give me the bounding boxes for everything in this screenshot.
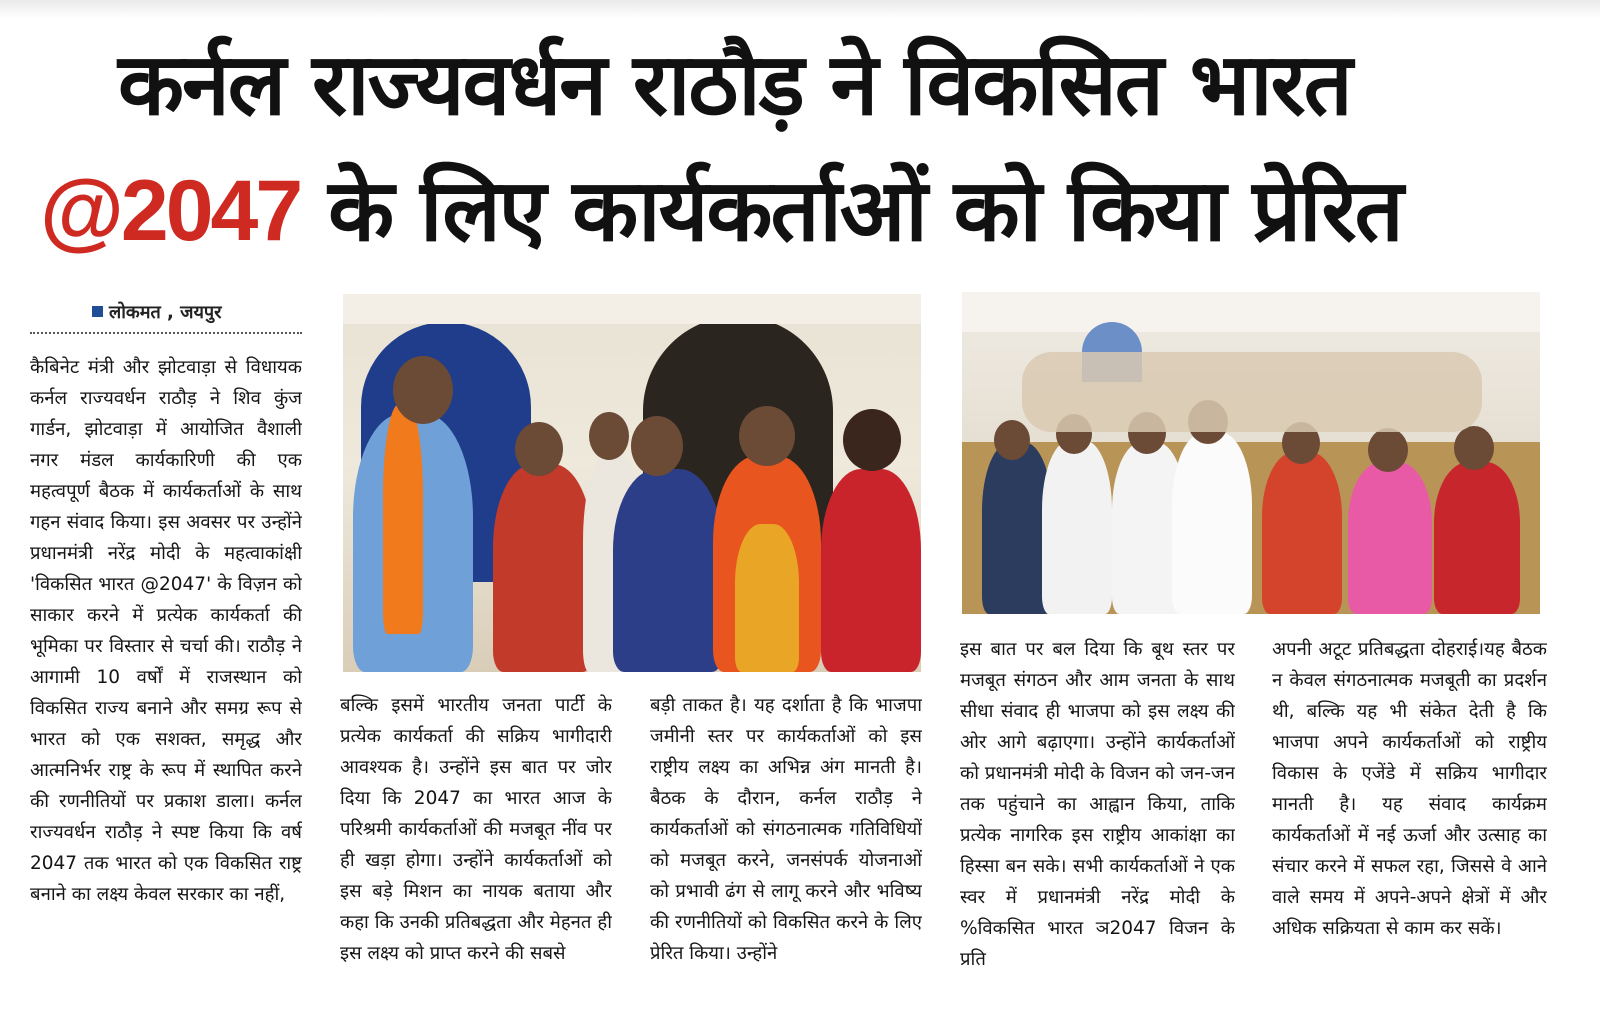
photo2-person-4 [1172, 432, 1252, 614]
photo-meeting-greeting [343, 294, 921, 672]
dateline-text: लोकमत , जयपुर [109, 302, 222, 323]
photo2-person-6 [1348, 462, 1432, 614]
photo1-head-5 [739, 406, 795, 466]
article-column-5: अपनी अटूट प्रतिबद्धता दोहराई।यह बैठक न केवल संगठनात्मक मजबूती का प्रदर्शन थी, बल्कि यह भी संकेत देती है कि भाजपा अपने कार्यकर्ताओं को राष्ट्रीय विकास के एजेंडे में सक्रिय भागीदार मानती है। यह संवाद कार्यक्रम कार्यकर्ताओं में नई ऊर्जा और उत्साह का संचार करने में सफल रहा, जिससे वे आने वाले समय में अपने-अपने क्षेत्रों में और अधिक सक्रियता से काम कर सकें। [1272, 639, 1547, 939]
photo2-person-7 [1434, 462, 1520, 614]
photo2-ceiling [962, 292, 1540, 332]
photo2-person-2 [1042, 440, 1112, 614]
headline-line-2-rest: के लिए कार्यकर्ताओं को किया प्रेरित [300, 161, 1402, 261]
page-top-band [0, 0, 1600, 18]
headline-accent: @2047 [40, 163, 301, 259]
photo1-head-3 [589, 412, 629, 460]
photo1-person-6 [821, 469, 921, 672]
article-column-3: बड़ी ताकत है। यह दर्शाता है कि भाजपा जमीनी स्तर पर कार्यकर्ताओं को इस राष्ट्रीय लक्ष्य का अभिन्न अंग मानती है।बैठक के दौरान, कर्नल राठौड़ ने कार्यकर्ताओं को संगठनात्मक गतिविधियों को मजबूत करने, जनसंपर्क योजनाओं को प्रभावी ढंग से लागू करने और भविष्य की रणनीतियों को विकसित करने के लिए प्रेरित किया। उन्होंने [650, 695, 922, 964]
photo1-ceiling [343, 294, 921, 324]
photo1-person-4 [613, 469, 723, 672]
dateline [92, 300, 221, 324]
article-column-1: कैबिनेट मंत्री और झोटवाड़ा से विधायक कर्नल राज्यवर्धन राठौड़ ने शिव कुंज गार्डन, झोटवाड़ा में आयोजित वैशाली नगर मंडल कार्यकारिणी की एक महत्वपूर्ण बैठक में कार्यकर्ताओं के साथ गहन संवाद किया। इस अवसर पर उन्होंने प्रधानमंत्री नरेंद्र मोदी के महत्वाकांक्षी 'विकसित भारत @2047' के विज़न को साकार करने में प्रत्येक कार्यकर्ता की भूमिका पर विस्तार से चर्चा की। राठौड़ ने आगामी 10 वर्षों में राजस्थान को विकसित राज्य बनाने और समग्र रूप से भारत को एक सशक्त, समृद्ध और आत्मनिर्भर राष्ट्र के रूप में स्थापित करने की रणनीतियों पर प्रकाश डाला। कर्नल राज्यवर्धन राठौड़ ने स्पष्ट किया कि वर्ष 2047 तक भारत को एक विकसित राष्ट्र बनाने का लक्ष्य केवल सरकार का नहीं, [30, 357, 302, 905]
photo2-person-5 [1262, 452, 1342, 614]
headline-line-2 [40, 161, 1402, 261]
photo1-head-6 [843, 409, 901, 471]
photo1-head-1 [393, 356, 453, 424]
photo2-head-6 [1368, 428, 1408, 472]
photo2-head-1 [994, 420, 1030, 460]
photo1-saffron-scarf [383, 404, 423, 634]
photo1-person-5-dress [735, 524, 799, 672]
dotted-divider [30, 332, 302, 334]
photo2-back-crowd [1022, 352, 1482, 432]
article-column-2: बल्कि इसमें भारतीय जनता पार्टी के प्रत्येक कार्यकर्ता की सक्रिय भागीदारी आवश्यक है। उन्होंने इस बात पर जोर दिया कि 2047 का भारत आज के परिश्रमी कार्यकर्ताओं की मजबूत नींव पर ही खड़ा होगा। उन्होंने कार्यकर्ताओं को इस बड़े मिशन का नायक बताया और कहा कि उनकी प्रतिबद्धता और मेहनत ही इस लक्ष्य को प्राप्त करने की सबसे [340, 695, 612, 964]
photo1-head-2 [515, 422, 563, 476]
photo1-head-4 [631, 416, 683, 476]
article-column-4: इस बात पर बल दिया कि बूथ स्तर पर मजबूत संगठन और आम जनता के साथ सीधा संवाद ही भाजपा को इस लक्ष्य की ओर आगे बढ़ाएगा। उन्होंने कार्यकर्ताओं को प्रधानमंत्री मोदी के विजन को जन-जन तक पहुंचाने का आह्वान किया, ताकि प्रत्येक नागरिक इस राष्ट्रीय आकांक्षा का हिस्सा बन सके। सभी कार्यकर्ताओं ने एक स्वर में प्रधानमंत्री नरेंद्र मोदी के %विकसित भारत ञ2047 विजन के प्रति [960, 639, 1235, 970]
photo2-head-7 [1454, 426, 1494, 470]
photo-workers-crowd [962, 292, 1540, 614]
photo1-person-2 [493, 464, 593, 672]
headline-line-1: कर्नल राज्यवर्धन राठौड़ ने विकसित भारत [118, 35, 1351, 135]
dateline-bullet-icon [92, 306, 103, 317]
